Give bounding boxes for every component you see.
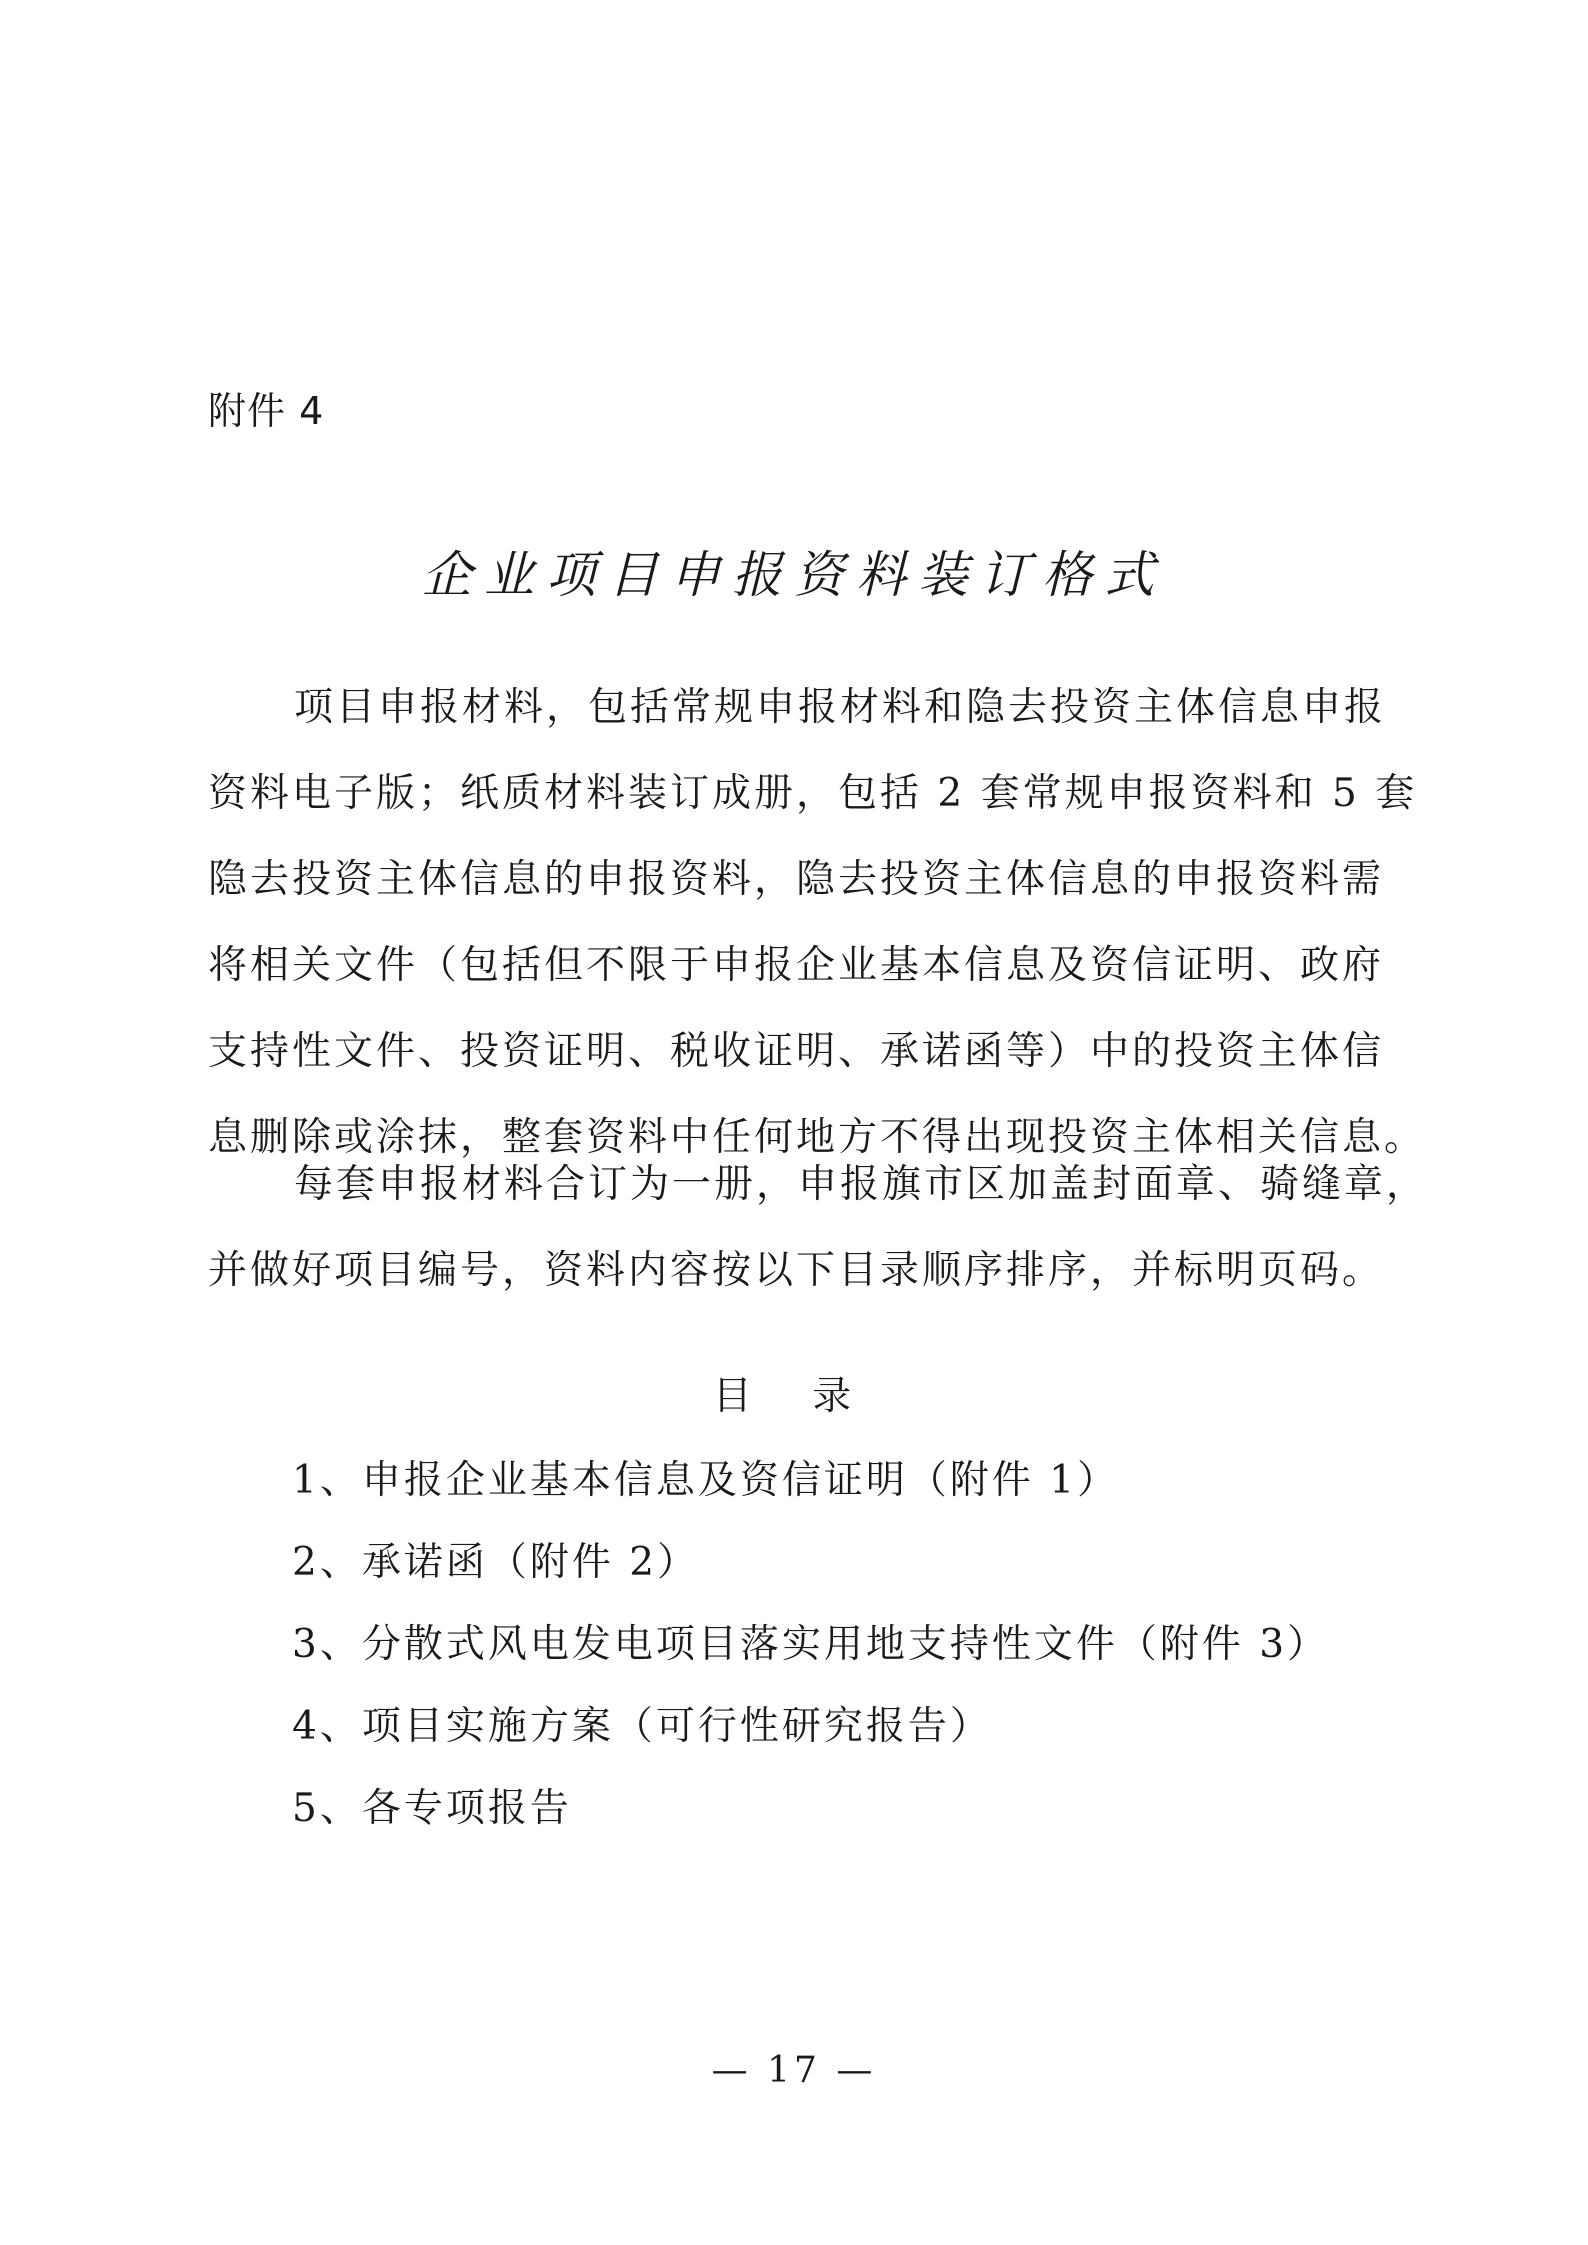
toc-item: 4、项目实施方案（可行性研究报告） (292, 1704, 992, 1749)
toc-item: 3、分散式风电发电项目落实用地支持性文件（附件 3） (292, 1622, 1330, 1667)
paragraph-line: 息删除或涂抹，整套资料中任何地方不得出现投资主体相关信息。 (208, 1115, 1427, 1160)
toc-item: 5、各专项报告 (292, 1786, 572, 1831)
paragraph-line: 资料电子版；纸质材料装订成册，包括 2 套常规申报资料和 5 套 (208, 771, 1418, 816)
toc-item: 2、承诺函（附件 2） (292, 1540, 700, 1585)
toc-list (292, 1440, 1329, 1850)
paragraph-line: 支持性文件、投资证明、税收证明、承诺函等）中的投资主体信 (208, 1029, 1385, 1074)
paragraph-line: 并做好项目编号，资料内容按以下目录顺序排序，并标明页码。 (208, 1248, 1385, 1293)
paragraph-line: 隐去投资主体信息的申报资料，隐去投资主体信息的申报资料需 (208, 857, 1385, 902)
body-paragraph-1 (208, 665, 1427, 1181)
body-paragraph-2 (208, 1142, 1429, 1314)
paragraph-line: 项目申报材料，包括常规申报材料和隐去投资主体信息申报 (294, 685, 1387, 730)
toc-heading: 目 录 (712, 1374, 876, 1419)
document-title: 企业项目申报资料装订格式 (422, 546, 1166, 604)
page-number: — 17 — (711, 2050, 877, 2091)
paragraph-line: 每套申报材料合订为一册，申报旗市区加盖封面章、骑缝章， (294, 1162, 1429, 1207)
paragraph-line: 将相关文件（包括但不限于申报企业基本信息及资信证明、政府 (208, 943, 1385, 988)
attachment-label: 附件 4 (208, 389, 325, 433)
toc-item: 1、申报企业基本信息及资信证明（附件 1） (292, 1458, 1120, 1503)
